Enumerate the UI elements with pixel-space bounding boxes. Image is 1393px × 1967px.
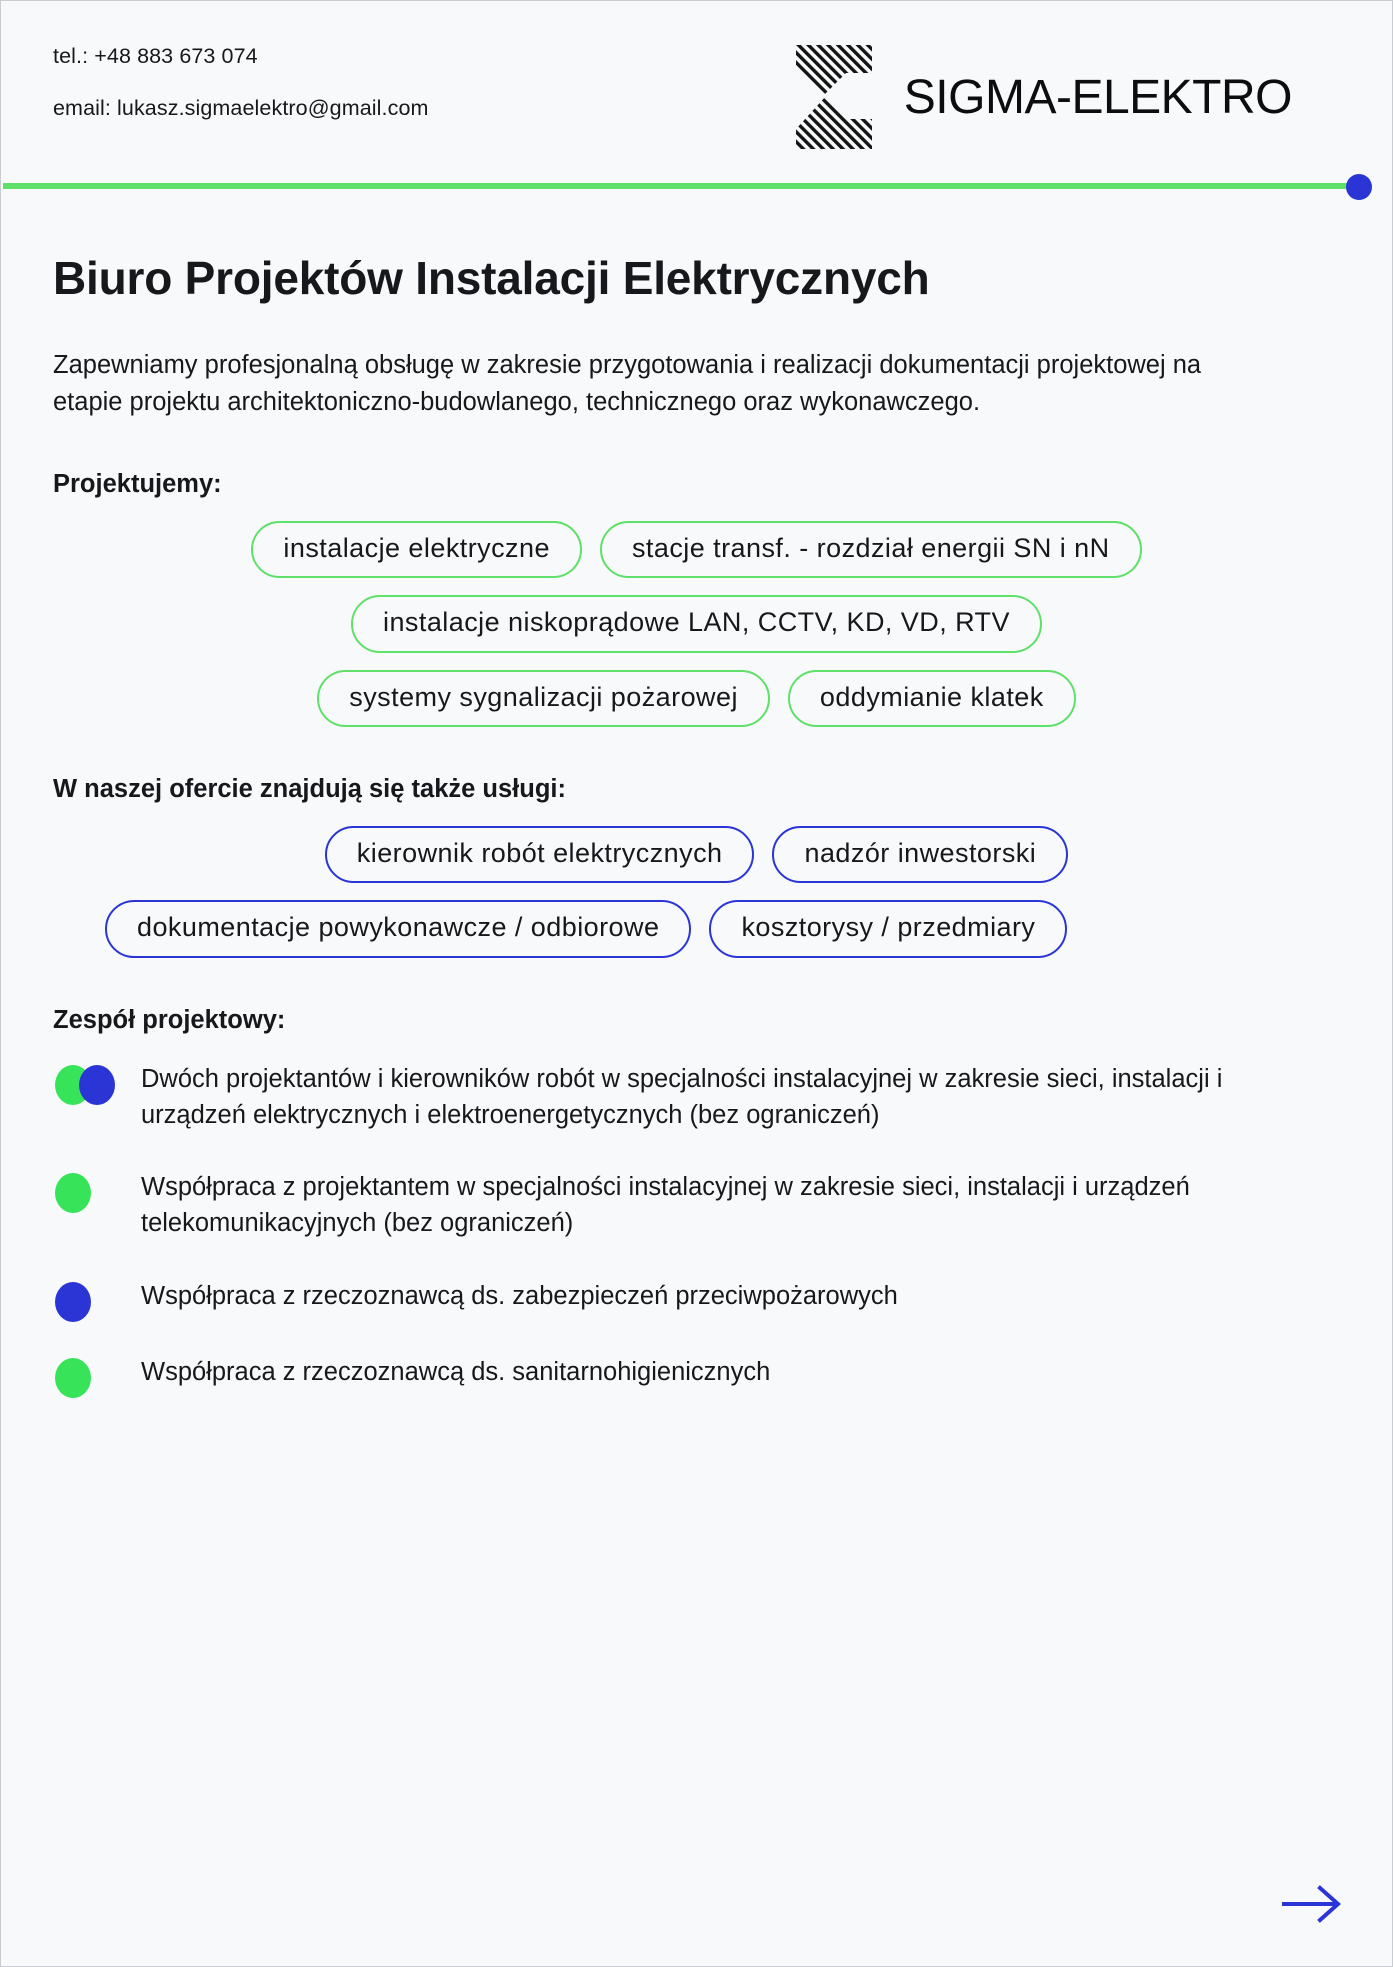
intro-paragraph: Zapewniamy profesjonalną obsługę w zakresie przygotowania i realizacji dokumentacji projektowej na etapie projektu architektoniczno-budowlanego, technicznego oraz wykonawczego. — [53, 350, 1202, 417]
design-pill-group — [53, 521, 1340, 727]
design-pill[interactable]: instalacje niskoprądowe LAN, CCTV, KD, VD, RTV — [351, 595, 1042, 652]
brand-name: SIGMA-ELEKTRO — [903, 70, 1292, 124]
team-item-text: Współpraca z rzeczoznawcą ds. zabezpieczeń przeciwpożarowych — [141, 1281, 898, 1310]
team-item-text: Współpraca z rzeczoznawcą ds. sanitarnohigienicznych — [141, 1357, 771, 1386]
team-list-item — [53, 1354, 1340, 1394]
arrow-right-icon[interactable] — [1282, 1884, 1344, 1924]
team-bullet-group — [53, 1278, 141, 1318]
page-title: Biuro Projektów Instalacji Elektrycznych — [53, 252, 930, 304]
divider-end-dot — [1346, 174, 1372, 200]
header-divider — [1, 179, 1392, 193]
team-bullet-group — [53, 1354, 141, 1394]
divider-line — [3, 183, 1352, 189]
sigma-hatched-icon — [794, 43, 874, 151]
page-header — [1, 1, 1392, 179]
service-pill[interactable]: dokumentacje powykonawcze / odbiorowe — [105, 900, 691, 957]
service-pill[interactable]: nadzór inwestorski — [772, 826, 1068, 883]
brand-lockup — [794, 39, 1350, 151]
design-row — [53, 521, 1340, 578]
team-item-text: Współpraca z projektantem w specjalności instalacyjnej w zakresie sieci, instalacji i urządzeń telekomunikacyjnych (bez ograniczeń) — [141, 1173, 1190, 1238]
service-row — [53, 826, 1340, 883]
blue-dot-icon — [55, 1282, 91, 1322]
green-dot-icon — [55, 1173, 91, 1213]
contact-phone: tel.: +48 883 673 074 — [53, 44, 258, 68]
team-bullet-group — [53, 1061, 141, 1101]
main-content — [1, 253, 1392, 1394]
team-bullet-group — [53, 1169, 141, 1209]
contact-info — [53, 39, 429, 120]
design-row — [53, 595, 1340, 652]
blue-dot-icon — [79, 1065, 115, 1105]
service-pill[interactable]: kosztorysy / przedmiary — [709, 900, 1067, 957]
section-heading-projektujemy: Projektujemy: — [53, 469, 222, 498]
contact-email: email: lukasz.sigmaelektro@gmail.com — [53, 95, 429, 120]
team-list-item — [53, 1278, 1340, 1318]
design-pill[interactable]: oddymianie klatek — [788, 670, 1076, 727]
service-pill[interactable]: kierownik robót elektrycznych — [325, 826, 755, 883]
design-pill[interactable]: stacje transf. - rozdział energii SN i nN — [600, 521, 1142, 578]
design-row — [53, 670, 1340, 727]
team-list-item — [53, 1061, 1340, 1133]
team-list-item — [53, 1169, 1340, 1241]
design-pill[interactable]: instalacje elektryczne — [251, 521, 582, 578]
service-pill-group — [53, 826, 1340, 958]
service-row — [53, 900, 1340, 957]
green-dot-icon — [55, 1358, 91, 1398]
team-item-text: Dwóch projektantów i kierowników robót w specjalności instalacyjnej w zakresie sieci, instalacji i urządzeń elektrycznych i elektroenergetycznych (bez ograniczeń) — [141, 1064, 1223, 1129]
section-heading-uslugi: W naszej ofercie znajdują się także usługi: — [53, 775, 566, 804]
section-heading-zespol: Zespół projektowy: — [53, 1005, 286, 1034]
team-list — [53, 1061, 1340, 1394]
design-pill[interactable]: systemy sygnalizacji pożarowej — [317, 670, 770, 727]
